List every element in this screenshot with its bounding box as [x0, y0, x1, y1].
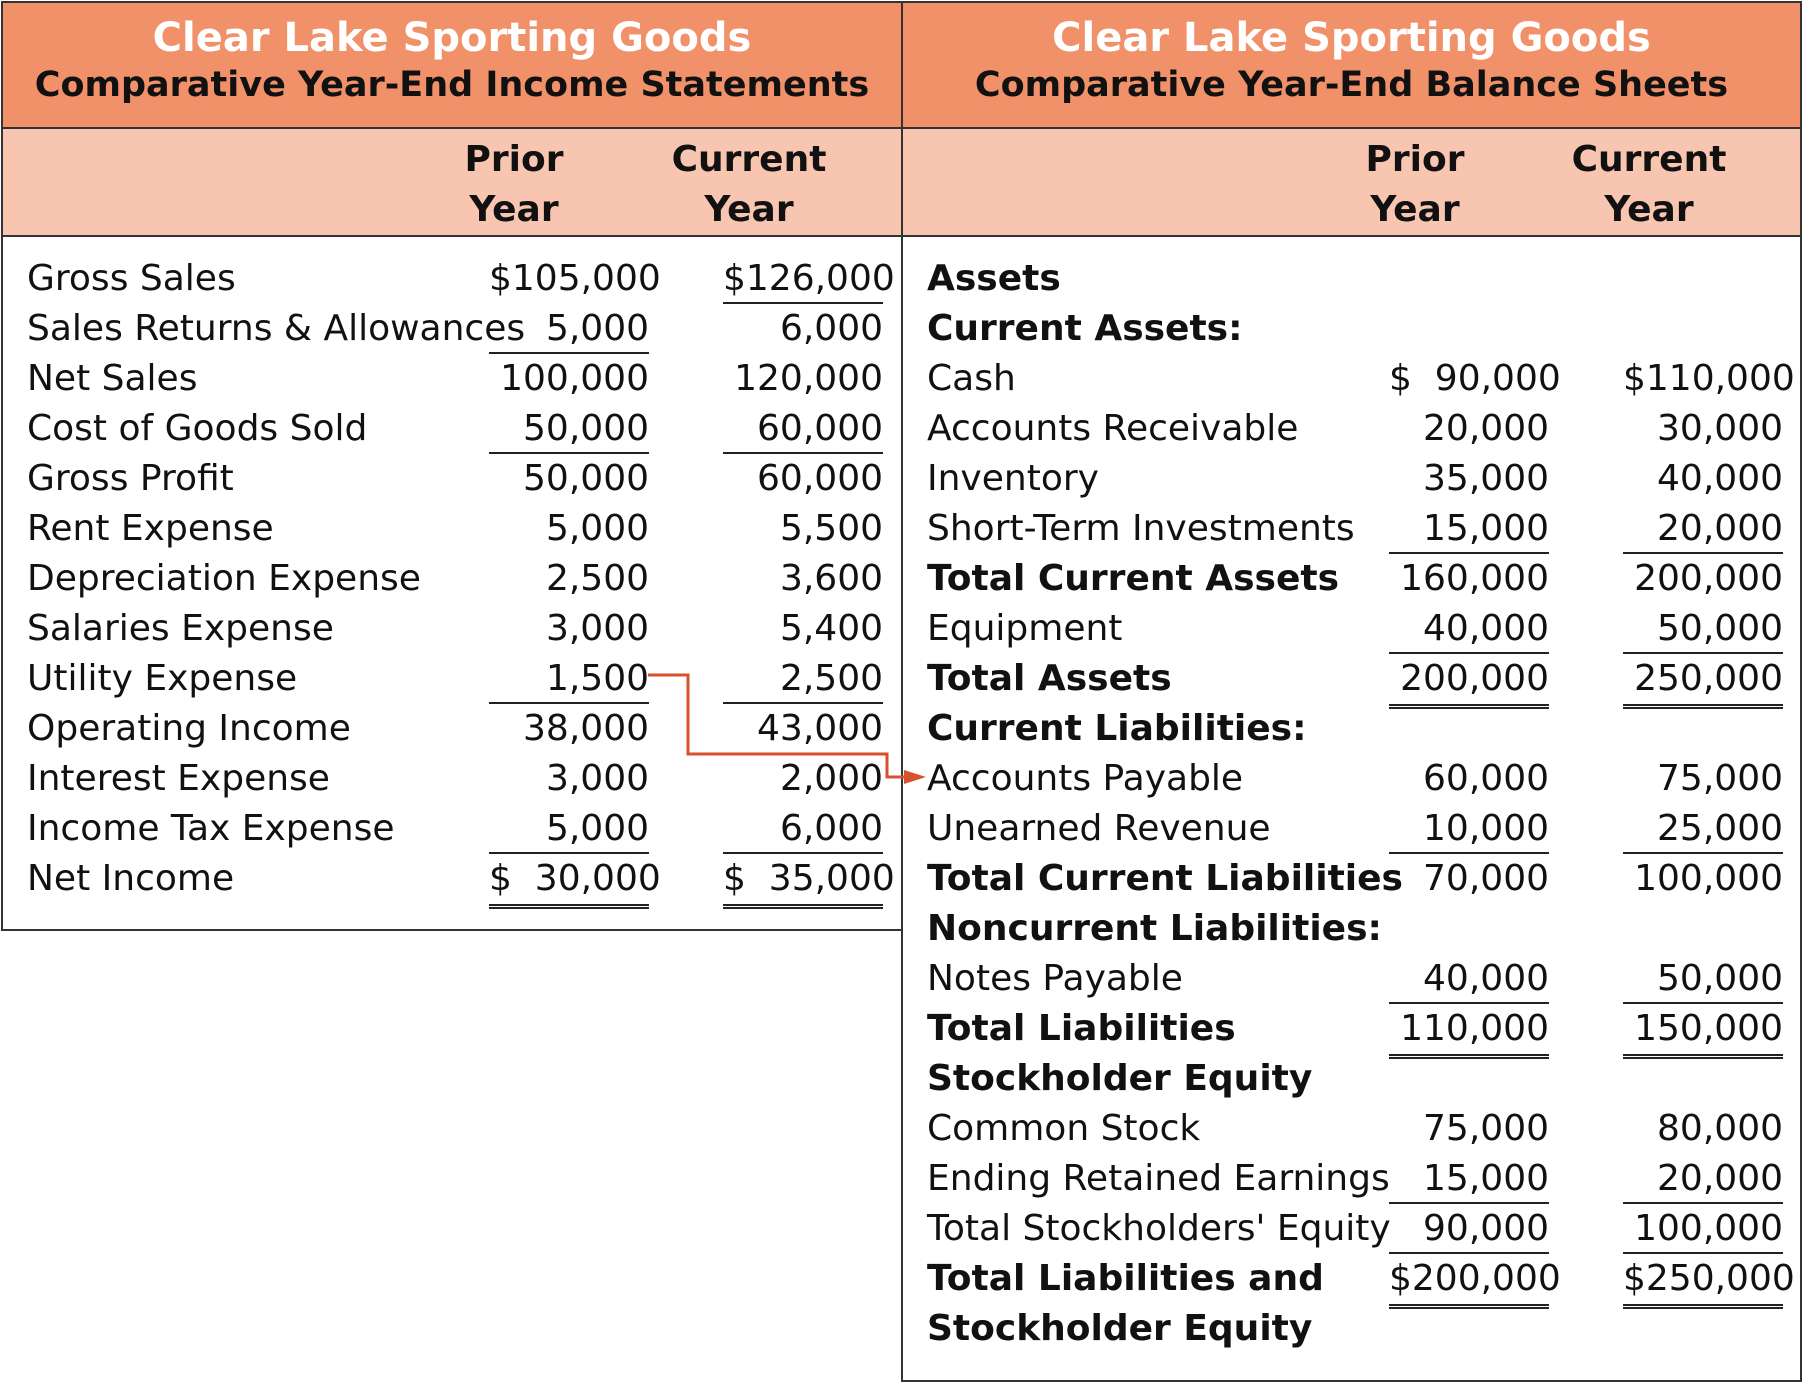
income-row-cogs [3, 404, 901, 454]
current-value: 3,600 [779, 558, 883, 599]
current-value: 5,400 [779, 608, 883, 649]
row-label: Cash [927, 358, 1016, 399]
balance-current-header-line2: Year [1604, 189, 1694, 230]
balance-sheet-subtitle: Comparative Year-End Balance Sheets [974, 65, 1729, 105]
row-label: Salaries Expense [27, 608, 334, 649]
row-label: Gross Profit [27, 458, 234, 499]
prior-value: $200,000 [1389, 1254, 1549, 1309]
row-label: Common Stock [927, 1108, 1201, 1149]
income-row-net-income [3, 854, 901, 904]
current-value: 50,000 [1623, 604, 1783, 654]
current-value: 2,500 [723, 654, 883, 704]
prior-value: 2,500 [545, 558, 649, 599]
income-row-salaries-expense [3, 604, 901, 654]
row-label: Equipment [927, 608, 1123, 649]
row-label: Current Assets: [927, 308, 1243, 349]
balance-current-year-header [1549, 135, 1749, 235]
balance-row-total-stockholders-equity [903, 1204, 1800, 1254]
income-row-rent-expense [3, 504, 901, 554]
row-label: Total Current Liabilities [927, 858, 1403, 899]
row-label: Current Liabilities: [927, 708, 1307, 749]
row-label: Operating Income [27, 708, 351, 749]
current-value: 250,000 [1623, 654, 1783, 709]
current-value: 2,000 [779, 758, 883, 799]
balance-row-assets-heading [903, 254, 1800, 304]
prior-value: 1,500 [489, 654, 649, 704]
prior-value: 200,000 [1389, 654, 1549, 709]
current-value: 120,000 [734, 358, 883, 399]
prior-value: 100,000 [500, 358, 649, 399]
prior-value: $ 90,000 [1389, 358, 1561, 399]
current-value: 100,000 [1623, 1204, 1783, 1254]
balance-prior-header-line1: Prior [1365, 139, 1465, 180]
row-label: Notes Payable [927, 958, 1183, 999]
current-value: 75,000 [1657, 758, 1783, 799]
prior-value: 15,000 [1389, 1154, 1549, 1204]
row-label: Noncurrent Liabilities: [927, 908, 1382, 949]
prior-value: 38,000 [523, 708, 649, 749]
income-row-net-sales [3, 354, 901, 404]
income-current-header-line1: Current [671, 139, 827, 180]
prior-value: 60,000 [1423, 758, 1549, 799]
current-value: 60,000 [723, 404, 883, 454]
balance-row-short-term-investments [903, 504, 1800, 554]
balance-row-total-current-assets [903, 554, 1800, 604]
prior-value: 50,000 [523, 458, 649, 499]
row-label: Sales Returns & Allowances [27, 308, 526, 349]
prior-value: 70,000 [1423, 858, 1549, 899]
balance-sheet-title-bar [903, 3, 1800, 129]
balance-row-total-current-liabilities [903, 854, 1800, 904]
balance-row-stockholder-equity-heading [903, 1054, 1800, 1104]
prior-value: 40,000 [1389, 954, 1549, 1004]
balance-current-header-line1: Current [1571, 139, 1727, 180]
row-label: Depreciation Expense [27, 558, 421, 599]
income-row-income-tax-expense [3, 804, 901, 854]
prior-value: 20,000 [1423, 408, 1549, 449]
balance-prior-header-line2: Year [1370, 189, 1460, 230]
balance-row-total-liabilities-and-equity-cont [903, 1304, 1800, 1354]
prior-value: 5,000 [545, 508, 649, 549]
row-label: Inventory [927, 458, 1099, 499]
row-label: Rent Expense [27, 508, 274, 549]
current-value: 6,000 [779, 308, 883, 349]
current-value: 20,000 [1623, 1154, 1783, 1204]
current-value: 25,000 [1623, 804, 1783, 854]
current-value: 100,000 [1634, 858, 1783, 899]
row-label: Unearned Revenue [927, 808, 1271, 849]
income-current-header-line2: Year [704, 189, 794, 230]
balance-row-accounts-receivable [903, 404, 1800, 454]
row-label: Net Income [27, 858, 235, 899]
income-statement-subtitle: Comparative Year-End Income Statements [34, 65, 870, 105]
prior-value: 35,000 [1423, 458, 1549, 499]
row-label: Total Liabilities and [927, 1258, 1324, 1299]
row-label: Total Current Assets [927, 558, 1339, 599]
balance-row-total-liabilities [903, 1004, 1800, 1054]
current-value: 43,000 [757, 708, 883, 749]
balance-row-common-stock [903, 1104, 1800, 1154]
row-label: Stockholder Equity [927, 1308, 1313, 1349]
income-row-sales-returns [3, 304, 901, 354]
current-value: 80,000 [1657, 1108, 1783, 1149]
balance-row-cash [903, 354, 1800, 404]
balance-row-accounts-payable [903, 754, 1800, 804]
income-company-name: Clear Lake Sporting Goods [152, 15, 752, 61]
balance-sheet-panel [901, 1, 1802, 1382]
prior-value: $105,000 [489, 258, 661, 299]
current-value: 60,000 [757, 458, 883, 499]
current-value: 150,000 [1623, 1004, 1783, 1059]
row-label: Interest Expense [27, 758, 330, 799]
prior-value: 15,000 [1389, 504, 1549, 554]
current-value: 200,000 [1634, 558, 1783, 599]
prior-value: 3,000 [545, 608, 649, 649]
prior-value: 10,000 [1389, 804, 1549, 854]
income-statement-panel [1, 1, 903, 931]
row-label: Utility Expense [27, 658, 298, 699]
row-label: Cost of Goods Sold [27, 408, 368, 449]
prior-value: 160,000 [1400, 558, 1549, 599]
income-prior-header-line2: Year [469, 189, 559, 230]
current-value: $110,000 [1623, 358, 1795, 399]
balance-row-ending-retained-earnings [903, 1154, 1800, 1204]
balance-row-equipment [903, 604, 1800, 654]
income-row-operating-income [3, 704, 901, 754]
prior-value: 5,000 [489, 804, 649, 854]
current-value: 20,000 [1623, 504, 1783, 554]
income-prior-header-line1: Prior [464, 139, 564, 180]
income-statement-title-bar [3, 3, 901, 129]
current-value: $250,000 [1623, 1254, 1783, 1309]
balance-prior-year-header [1315, 135, 1515, 235]
row-label: Gross Sales [27, 258, 236, 299]
balance-row-noncurrent-liabilities-heading [903, 904, 1800, 954]
balance-row-unearned-revenue [903, 804, 1800, 854]
balance-company-name: Clear Lake Sporting Goods [1052, 15, 1651, 61]
prior-value: 50,000 [489, 404, 649, 454]
income-row-gross-profit [3, 454, 901, 504]
current-value: $ 35,000 [723, 854, 883, 909]
row-label: Short-Term Investments [927, 508, 1355, 549]
current-value: 30,000 [1657, 408, 1783, 449]
income-row-utility-expense [3, 654, 901, 704]
row-label: Total Stockholders' Equity [927, 1208, 1391, 1249]
balance-row-total-assets [903, 654, 1800, 704]
current-value: 6,000 [723, 804, 883, 854]
current-value: $126,000 [723, 254, 883, 304]
prior-value: $ 30,000 [489, 854, 649, 909]
balance-row-current-liabilities-heading [903, 704, 1800, 754]
current-value: 40,000 [1657, 458, 1783, 499]
prior-value: 3,000 [545, 758, 649, 799]
balance-row-total-liabilities-and-equity [903, 1254, 1800, 1304]
income-row-depreciation-expense [3, 554, 901, 604]
income-prior-year-header [414, 135, 614, 235]
current-value: 5,500 [779, 508, 883, 549]
row-label: Total Liabilities [927, 1008, 1236, 1049]
row-label: Accounts Payable [927, 758, 1244, 799]
income-current-year-header [649, 135, 849, 235]
prior-value: 75,000 [1423, 1108, 1549, 1149]
row-label: Accounts Receivable [927, 408, 1299, 449]
income-row-gross-sales [3, 254, 901, 304]
balance-row-inventory [903, 454, 1800, 504]
income-row-interest-expense [3, 754, 901, 804]
prior-value: 40,000 [1389, 604, 1549, 654]
balance-column-header [903, 129, 1800, 237]
income-column-header [3, 129, 901, 237]
row-label: Ending Retained Earnings [927, 1158, 1390, 1199]
current-value: 50,000 [1623, 954, 1783, 1004]
row-label: Net Sales [27, 358, 198, 399]
row-label: Assets [927, 258, 1061, 299]
balance-row-notes-payable [903, 954, 1800, 1004]
row-label: Stockholder Equity [927, 1058, 1313, 1099]
row-label: Income Tax Expense [27, 808, 395, 849]
prior-value: 110,000 [1389, 1004, 1549, 1059]
prior-value: 5,000 [489, 304, 649, 354]
prior-value: 90,000 [1389, 1204, 1549, 1254]
row-label: Total Assets [927, 658, 1172, 699]
balance-row-current-assets-heading [903, 304, 1800, 354]
